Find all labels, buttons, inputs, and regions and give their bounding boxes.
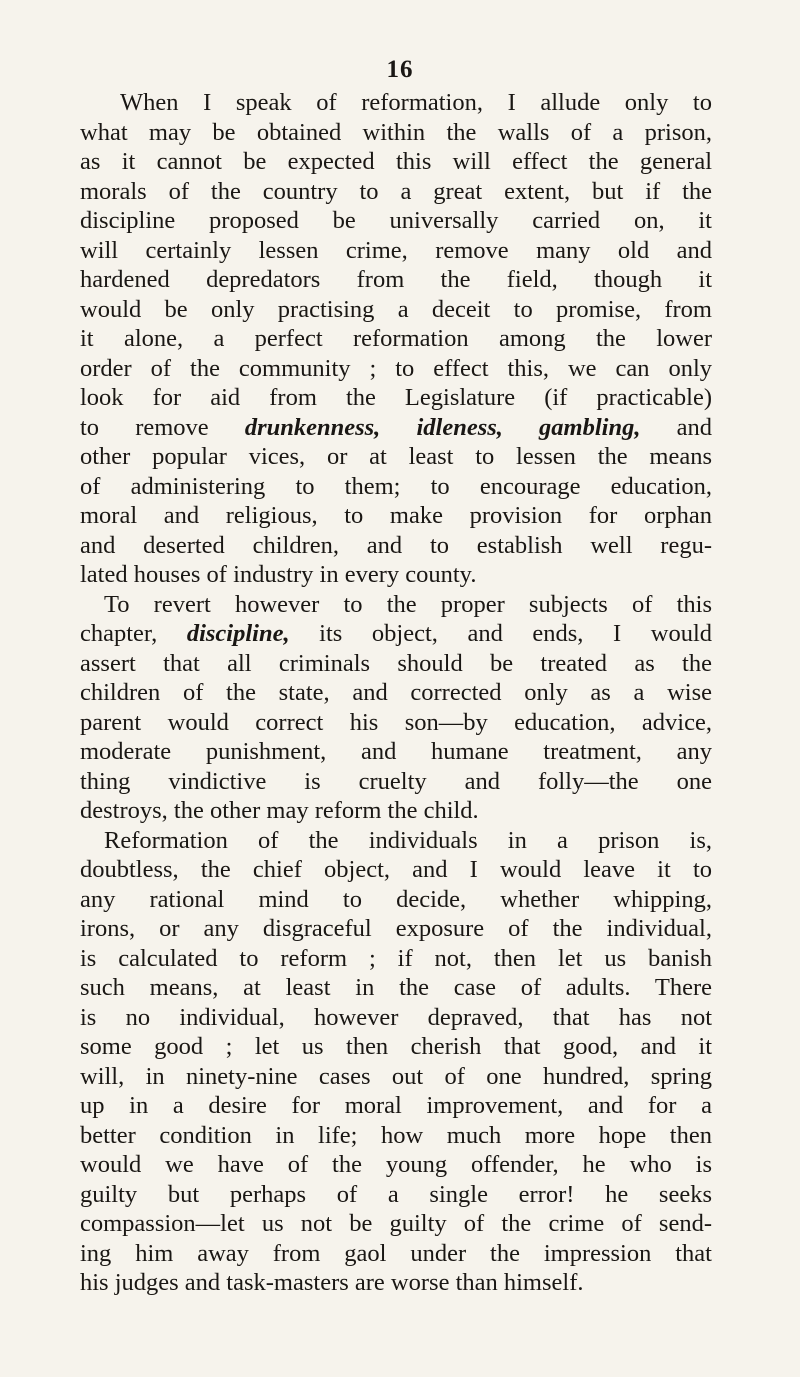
text-line: is calculated to reform ; if not, then let us banish: [80, 944, 712, 972]
text-line: children of the state, and corrected only as a wise: [80, 679, 712, 706]
text-line: such means, at least in the case of adults. There: [80, 974, 712, 1001]
text-line: thing vindictive is cruelty and folly—the one: [80, 767, 712, 795]
text-line: irons, or any disgraceful exposure of the individual,: [80, 915, 712, 942]
text-line: better condition in life; how much more hope then: [80, 1121, 712, 1149]
text-line: moderate punishment, and humane treatment, any: [80, 738, 712, 765]
text-line: it alone, a perfect reformation among the lower: [80, 325, 712, 352]
text-line: doubtless, the chief object, and I would leave it to: [80, 856, 712, 883]
text-line: his judges and task-masters are worse than himself.: [80, 1269, 584, 1296]
text-line: destroys, the other may reform the child.: [80, 797, 479, 824]
page-number: 16: [386, 56, 414, 83]
text-line: [80, 619, 712, 649]
text-line: what may be obtained within the walls of a prison,: [80, 118, 712, 146]
text-run: chapter,: [80, 620, 187, 647]
text-line: would we have of the young offender, he who is: [80, 1151, 712, 1178]
text-line: compassion—let us not be guilty of the crime of send-: [80, 1210, 712, 1237]
text-line: When I speak of reformation, I allude only to: [120, 89, 712, 116]
text-line: look for aid from the Legislature (if practicable): [80, 384, 712, 411]
text-line: hardened depredators from the field, though it: [80, 266, 712, 293]
text-line: up in a desire for moral improvement, and for a: [80, 1092, 712, 1119]
text-line: parent would correct his son—by education, advice,: [80, 708, 712, 736]
text-line: will, in ninety-nine cases out of one hundred, spring: [80, 1062, 712, 1090]
text-line: would be only practising a deceit to promise, from: [80, 295, 712, 323]
text-line: [80, 413, 712, 443]
text-line: other popular vices, or at least to lessen the means: [80, 443, 712, 470]
text-line: discipline proposed be universally carried on, it: [80, 207, 712, 234]
text-line: order of the community ; to effect this, we can only: [80, 354, 712, 382]
text-line: as it cannot be expected this will effect the general: [80, 148, 712, 175]
text-line: any rational mind to decide, whether whipping,: [80, 885, 712, 913]
text-line: of administering to them; to encourage education,: [80, 472, 712, 500]
text-line: will certainly lessen crime, remove many old and: [80, 236, 712, 264]
text-line: is no individual, however depraved, that has not: [80, 1003, 712, 1031]
text-line: and deserted children, and to establish well regu-: [80, 531, 712, 559]
text-run: its object, and ends, I would: [289, 620, 712, 647]
text-line: assert that all criminals should be treated as the: [80, 649, 712, 677]
text-line: ing him away from gaol under the impression that: [80, 1239, 712, 1267]
body-text: [80, 88, 712, 1298]
paragraph-start-line: To revert however to the proper subjects of this: [104, 590, 712, 618]
italic-run: drunkenness, idleness, gambling,: [244, 413, 641, 441]
paragraph-start-line: Reformation of the individuals in a prison is,: [104, 826, 712, 854]
text-line: moral and religious, to make provision for orphan: [80, 502, 712, 529]
text-line: morals of the country to a great extent, but if the: [80, 177, 712, 205]
text-line: some good ; let us then cherish that good, and it: [80, 1033, 712, 1060]
italic-run: discipline,: [186, 620, 290, 647]
text-line: guilty but perhaps of a single error! he seeks: [80, 1180, 712, 1208]
text-line: lated houses of industry in every county.: [80, 561, 477, 588]
text-run: and: [640, 413, 712, 441]
text-run: to remove: [80, 413, 245, 441]
